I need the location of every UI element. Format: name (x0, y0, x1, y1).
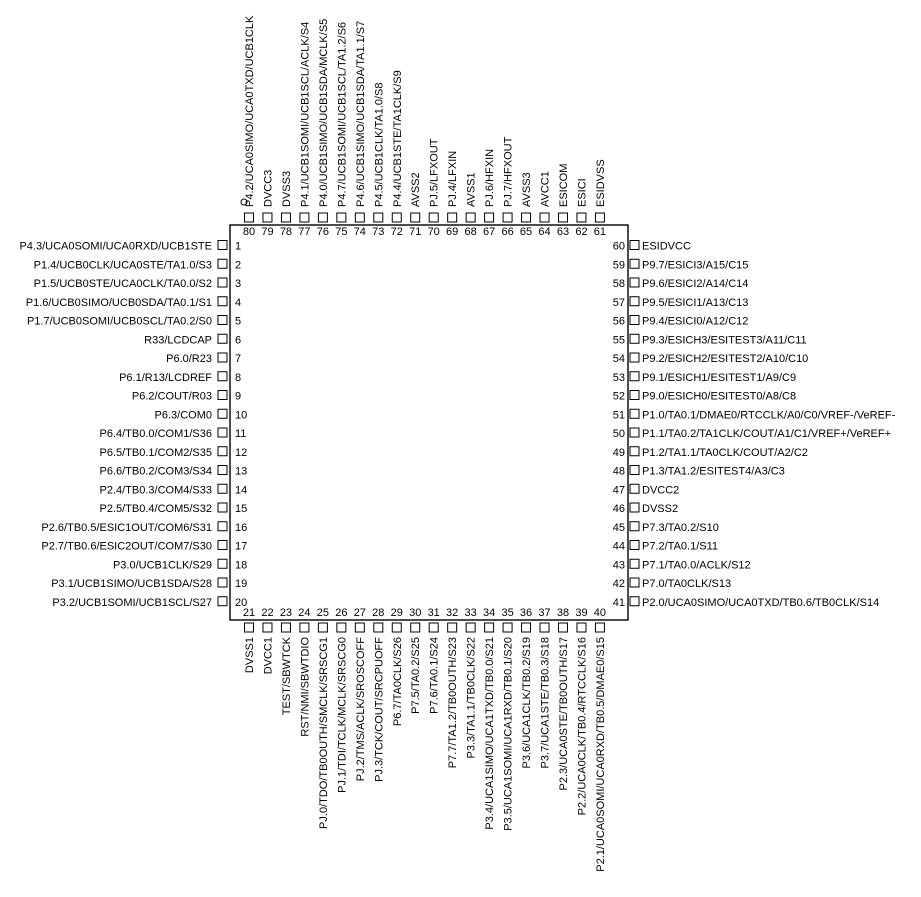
pin-name: P4.5/UCB1CLK/TA1.0/S8 (373, 82, 386, 207)
pin-name: P3.7/UCA1STE/TB0.3/S18 (539, 637, 552, 769)
pin-number: 53 (612, 371, 625, 384)
pin-pad (218, 541, 227, 550)
pin-name: P2.7/TB0.6/ESIC2OUT/COM7/S30 (41, 540, 212, 553)
pin-name: DVCC2 (642, 484, 680, 497)
pin-pad (218, 391, 227, 400)
pin-number: 61 (593, 226, 607, 238)
pin-pad (411, 623, 420, 632)
pin-number: 45 (612, 521, 625, 534)
pin-name: DVSS2 (642, 503, 679, 515)
pin-name: P1.6/UCB0SIMO/UCB0SDA/TA0.1/S1 (25, 296, 212, 309)
pin-pad (318, 623, 327, 632)
pin-pad (630, 316, 639, 325)
pin-number: 69 (446, 226, 459, 238)
pin-number: 5 (235, 315, 242, 328)
pin-name: P2.0/UCA0SIMO/UCA0TXD/TB0.6/TB0CLK/S14 (642, 596, 880, 609)
pin-pad (337, 623, 346, 632)
pin-number: 27 (353, 607, 366, 619)
pin-pad (630, 372, 639, 381)
pin-number: 64 (538, 226, 551, 238)
pin-number: 63 (556, 226, 570, 238)
pin-name: AVSS3 (521, 172, 534, 207)
pin-name: P3.4/UCA1SIMO/UCA1TXD/TB0.0/S21 (484, 637, 497, 830)
pin-number: 1 (235, 240, 242, 253)
pin-name: R33/LCDCAP (144, 334, 212, 347)
pin-name: P7.3/TA0.2/S10 (642, 521, 719, 534)
pin-pad (595, 213, 604, 222)
pin-pad (263, 623, 272, 632)
pin-name: P6.5/TB0.1/COM2/S35 (99, 446, 212, 459)
pin-name: P9.5/ESICI1/A13/C13 (642, 296, 749, 309)
pin-name: P2.1/UCA0SOMI/UCA0RXD/TB0.5/DMAE0/S15 (594, 637, 607, 872)
pin-number: 7 (235, 353, 242, 365)
pin-pad (630, 241, 639, 250)
pin-pad (485, 623, 494, 632)
pin-number: 15 (235, 503, 248, 515)
pin-pad (503, 213, 512, 222)
pin-name: PJ.0/TDO/TB0OUTH/SMCLK/SRSCG1 (317, 637, 330, 829)
pin-number: 66 (501, 226, 514, 238)
pin-name: P4.0/UCB1SIMO/UCB1SDA/MCLK/S5 (317, 18, 330, 207)
pin-pad (218, 503, 227, 512)
pin-number: 57 (612, 296, 625, 309)
pin-pad (218, 259, 227, 268)
pin-pad (630, 447, 639, 456)
pin-name: ESICOM (557, 163, 570, 207)
pin-name: P7.5/TA0.2/S25 (410, 637, 423, 714)
pin-name: PJ.1/TDI/TCLK/MCLK/SRSCG0 (336, 637, 349, 793)
pin-number: 25 (316, 607, 330, 619)
pin-pad (218, 597, 227, 606)
pin-name: P6.7/TA0CLK/S26 (391, 637, 404, 727)
pin-name: PJ.4/LFXIN (447, 150, 460, 207)
pin-number: 12 (235, 446, 248, 459)
pin-name: PJ.3/TCK/COUT/SRCPUOFF (373, 637, 386, 782)
pin-name: P1.0/TA0.1/DMAE0/RTCCLK/A0/C0/VREF-/VeREF- (642, 409, 896, 422)
pin-name: P6.2/COUT/R03 (131, 390, 212, 403)
pin-name: P3.6/UCA1CLK/TB0.2/S19 (521, 637, 534, 769)
pin-pad (630, 297, 639, 306)
pin-number: 58 (612, 278, 625, 290)
pin-pad (577, 623, 586, 632)
pin-number: 2 (235, 259, 242, 272)
pin-number: 38 (556, 607, 570, 619)
pin-pad (218, 334, 227, 343)
pin-number: 55 (612, 334, 625, 347)
pin-number: 14 (235, 484, 248, 497)
pin-number: 19 (235, 578, 248, 590)
pin-name: AVCC1 (539, 171, 552, 207)
pin-number: 9 (235, 390, 242, 403)
pin-name: P2.4/TB0.3/COM4/S33 (99, 484, 212, 497)
pin-pad (218, 559, 227, 568)
pin-number: 62 (575, 226, 588, 238)
pin-name: P4.3/UCA0SOMI/UCA0RXD/UCB1STE (19, 240, 212, 253)
pin-name: P7.7/TA1.2/TB0OUTH/S23 (447, 637, 460, 769)
pin-pad (218, 578, 227, 587)
pin-number: 28 (372, 607, 385, 619)
pin-pad (218, 278, 227, 287)
pin-number: 51 (612, 409, 625, 422)
pin-number: 34 (482, 607, 496, 619)
pin-pad (392, 213, 401, 222)
pin-name: P4.1/UCB1SOMI/UCB1SCL/ACLK/S4 (299, 21, 312, 207)
pin-pad (630, 578, 639, 587)
pin-pad (218, 466, 227, 475)
pin-name: P3.1/UCB1SIMO/UCB1SDA/S28 (51, 578, 212, 590)
pin-pad (392, 623, 401, 632)
pin-number: 29 (390, 607, 403, 619)
pin-pad (355, 213, 364, 222)
pin-number: 73 (372, 226, 385, 238)
pin-name: P3.5/UCA1SOMI/UCA1RXD/TB0.1/S20 (502, 637, 515, 831)
pin-number: 35 (501, 607, 514, 619)
pin-pad (558, 213, 567, 222)
pin-number: 36 (519, 607, 533, 619)
pin-number: 3 (235, 278, 242, 290)
pin-name: P3.3/TA1.1/TB0CLK/S22 (465, 637, 478, 759)
pin-pad (466, 213, 475, 222)
pin-pad (630, 522, 639, 531)
pin-pad (630, 428, 639, 437)
pin-number: 11 (235, 428, 247, 440)
pin-name: PJ.7/HFXOUT (502, 136, 515, 207)
pin-number: 70 (427, 226, 440, 238)
pin-pad (429, 213, 438, 222)
pin-pad (630, 278, 639, 287)
pin-pad (630, 597, 639, 606)
pin-number: 54 (612, 353, 625, 365)
pin-number: 60 (612, 240, 625, 253)
pin-number: 80 (242, 226, 256, 238)
pin-pad (245, 623, 254, 632)
pin-pad (429, 623, 438, 632)
pin-number: 23 (279, 607, 293, 619)
pin-pad (448, 623, 457, 632)
pin-pad (218, 316, 227, 325)
pin-pad (630, 559, 639, 568)
pin-number: 13 (235, 465, 248, 478)
pin-number: 46 (612, 503, 625, 515)
pin-pad (630, 541, 639, 550)
pin-number: 44 (612, 540, 625, 553)
pin-number: 76 (316, 226, 330, 238)
pin-pad (630, 484, 639, 493)
pin-name: P7.0/TA0CLK/S13 (642, 578, 732, 590)
pin-name: PJ.2/TMS/ACLK/SROSCOFF (354, 637, 367, 782)
pin-name: P9.2/ESICH2/ESITEST2/A10/C10 (642, 353, 809, 365)
pin-number: 41 (612, 596, 625, 609)
pin-name: P3.2/UCB1SOMI/UCB1SCL/S27 (52, 596, 212, 609)
pin-pad (630, 503, 639, 512)
pin-number: 33 (464, 607, 477, 619)
pin-pad (218, 522, 227, 531)
pin-name: P9.1/ESICH1/ESITEST1/A9/C9 (642, 371, 797, 384)
pin-number: 52 (612, 390, 625, 403)
pin-name: P9.7/ESICI3/A15/C15 (642, 259, 749, 272)
pin-number: 6 (235, 334, 242, 347)
pin-number: 10 (235, 409, 248, 422)
chip-body (230, 225, 628, 620)
pin-number: 74 (353, 226, 366, 238)
pin-number: 67 (482, 226, 496, 238)
pin-name: ESIDVSS (594, 159, 607, 207)
pin-pad (522, 213, 531, 222)
pin-name: P9.3/ESICH3/ESITEST3/A11/C11 (642, 334, 807, 347)
pin-number: 68 (464, 226, 477, 238)
pin-pad (503, 623, 512, 632)
pin-name: P9.4/ESICI0/A12/C12 (642, 315, 749, 328)
pin-pad (218, 428, 227, 437)
pin-pad (218, 297, 227, 306)
pin-name: P9.0/ESICH0/ESITEST0/A8/C8 (642, 390, 797, 403)
pin-number: 79 (261, 226, 274, 238)
pin-pad (318, 213, 327, 222)
pin-number: 18 (235, 559, 248, 572)
pin-number: 26 (335, 607, 348, 619)
pin-name: P7.1/TA0.0/ACLK/S12 (642, 559, 751, 572)
pin-name: P4.7/UCB1SOMI/UCB1SCL/TA1.2/S6 (336, 21, 349, 207)
pin-pad (522, 623, 531, 632)
pin-pad (218, 372, 227, 381)
pin-name: P4.2/UCA0SIMO/UCA0TXD/UCB1CLK (244, 15, 256, 207)
pin-name: P6.3/COM0 (154, 409, 212, 422)
pin-number: 8 (235, 371, 242, 384)
pin-name: P2.5/TB0.4/COM5/S32 (99, 503, 212, 515)
pin-name: RST/NMI/SBWTDIO (299, 637, 312, 737)
pin-name: P1.5/UCB0STE/UCA0CLK/TA0.0/S2 (33, 278, 212, 290)
pin-number: 16 (235, 521, 248, 534)
pin-pad (218, 241, 227, 250)
pin-number: 42 (612, 578, 625, 590)
pin-name: P3.0/UCB1CLK/S29 (112, 559, 212, 572)
pin-number: 17 (235, 540, 248, 553)
pin-number: 48 (612, 465, 625, 478)
pin-name: P4.6/UCB1SIMO/UCB1SDA/TA1.1/S7 (354, 20, 367, 207)
pin-name: P1.2/TA1.1/TA0CLK/COUT/A2/C2 (642, 446, 808, 459)
pin-pad (466, 623, 475, 632)
pin-name: AVSS1 (465, 172, 478, 207)
pin-name: TEST/SBWTCK (280, 637, 293, 716)
pin-number: 4 (235, 296, 242, 309)
pin-pad (630, 391, 639, 400)
pin-name: P6.1/R13/LCDREF (119, 371, 212, 384)
pin-name: P6.4/TB0.0/COM1/S36 (99, 428, 212, 440)
pin-name: DVCC1 (262, 637, 275, 675)
pin-pad (540, 623, 549, 632)
pin-pad (374, 623, 383, 632)
pin-number: 47 (612, 484, 625, 497)
pin-name: P9.6/ESICI2/A14/C14 (642, 278, 749, 290)
pin-pad (300, 623, 309, 632)
pin-name: P1.3/TA1.2/ESITEST4/A3/C3 (642, 465, 785, 478)
pin-pad (263, 213, 272, 222)
pin-pad (630, 353, 639, 362)
pin-pad (485, 213, 494, 222)
pin-number: 30 (409, 607, 422, 619)
pin-pad (448, 213, 457, 222)
pin-pad (245, 213, 254, 222)
pin-pad (595, 623, 604, 632)
pin-name: ESIDVCC (642, 240, 691, 253)
pin-number: 56 (612, 315, 625, 328)
pin-pad (281, 623, 290, 632)
pin-name: DVSS3 (280, 170, 293, 207)
pin-name: P1.1/TA0.2/TA1CLK/COUT/A1/C1/VREF+/VeREF+ (642, 428, 892, 440)
pin-number: 32 (446, 607, 459, 619)
pin-pad (337, 213, 346, 222)
pin-name: P1.7/UCB0SOMI/UCB0SCL/TA0.2/S0 (26, 315, 212, 328)
pin-number: 77 (298, 226, 311, 238)
pin-pad (630, 334, 639, 343)
pin-name: PJ.6/HFXIN (484, 148, 497, 207)
pin-number: 37 (538, 607, 551, 619)
pin-pad (355, 623, 364, 632)
pin-pad (630, 259, 639, 268)
pin-pad (630, 466, 639, 475)
pin-pad (374, 213, 383, 222)
pin-pad (218, 353, 227, 362)
pin-number: 43 (612, 559, 625, 572)
pin-number: 20 (235, 596, 248, 609)
pin-number: 24 (298, 607, 311, 619)
pin-pad (281, 213, 290, 222)
pin-number: 40 (593, 607, 607, 619)
pin-number: 75 (335, 226, 348, 238)
pin-number: 31 (427, 607, 440, 619)
pin-name: P6.0/R23 (166, 353, 212, 365)
pin-pad (218, 447, 227, 456)
pin-pad (300, 213, 309, 222)
pin-name: ESICI (576, 178, 589, 207)
pin-number: 22 (261, 607, 274, 619)
pin-number: 72 (390, 226, 403, 238)
pin-pad (558, 623, 567, 632)
pin-number: 50 (612, 428, 625, 440)
pin-number: 39 (575, 607, 588, 619)
pin-name: PJ.5/LFXOUT (428, 138, 441, 207)
pin-number: 59 (612, 259, 625, 272)
pin-name: P7.2/TA0.1/S11 (642, 540, 719, 553)
pin-number: 49 (612, 446, 625, 459)
pin-number: 78 (279, 226, 293, 238)
pin-name: P4.4/UCB1STE/TA1CLK/S9 (391, 70, 404, 207)
pin-pad (218, 409, 227, 418)
pin-name: DVSS1 (244, 637, 256, 674)
pin-name: P1.4/UCB0CLK/UCA0STE/TA1.0/S3 (33, 259, 212, 272)
pin-pad (577, 213, 586, 222)
pin-name: P2.2/UCA0CLK/TB0.4/RTCCLK/S16 (576, 637, 589, 816)
pin-pad (218, 484, 227, 493)
pin-name: P7.6/TA0.1/S24 (428, 637, 441, 714)
pin-number: 21 (242, 607, 256, 619)
pin-name: P2.6/TB0.5/ESIC1OUT/COM6/S31 (41, 521, 212, 534)
pin-name: DVCC3 (262, 169, 275, 207)
pin-number: 71 (409, 226, 422, 238)
pin-pad (540, 213, 549, 222)
pin-pad (630, 409, 639, 418)
pin-name: P6.6/TB0.2/COM3/S34 (99, 465, 212, 478)
pin-name: P2.3/UCA0STE/TB0OUTH/S17 (557, 637, 570, 791)
pin-number: 65 (519, 226, 533, 238)
pin-name: AVSS2 (410, 172, 423, 207)
pin-pad (411, 213, 420, 222)
